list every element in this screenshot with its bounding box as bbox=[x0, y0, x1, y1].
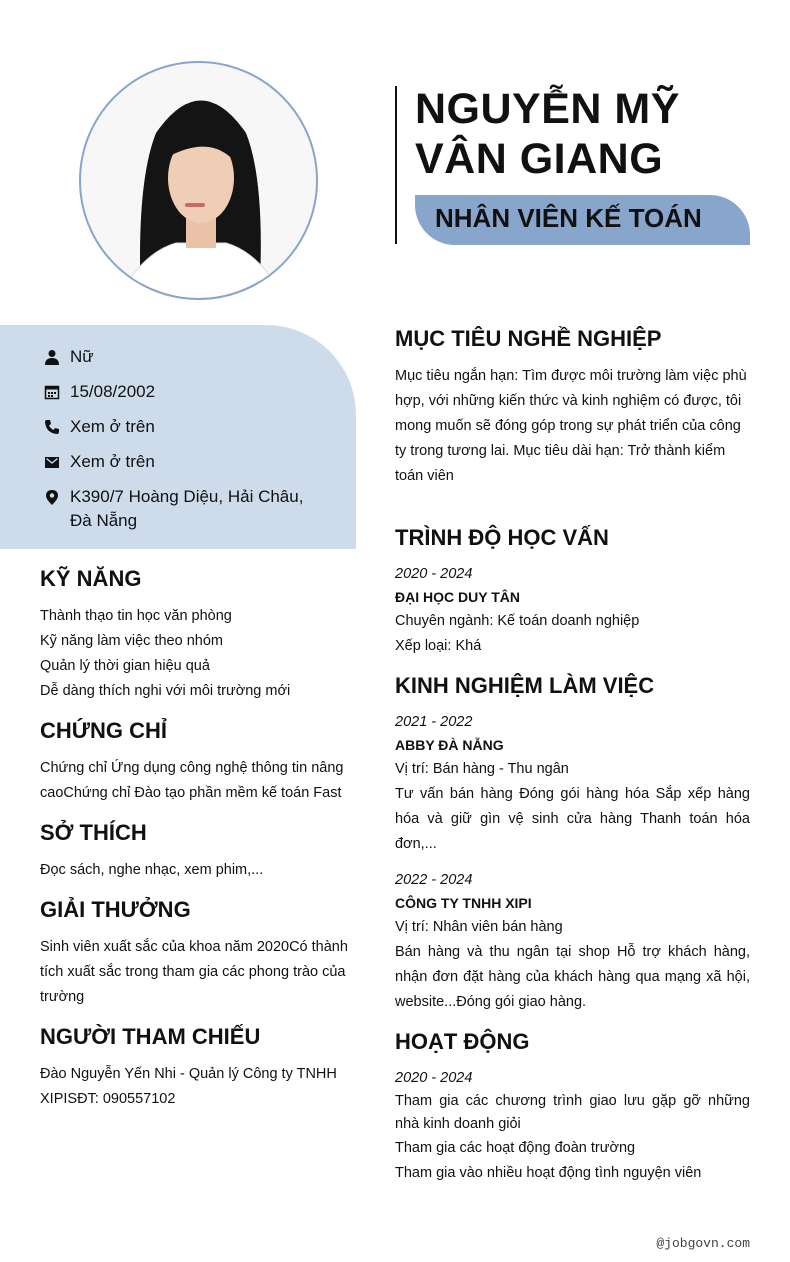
section-heading: MỤC TIÊU NGHỀ NGHIỆP bbox=[395, 326, 662, 351]
objective-text: Mục tiêu ngắn hạn: Tìm được môi trường làm việc phù hợp, với những kiến thức và kinh nghiệm có được, tôi mong muốn sẽ đóng góp trong sự phát triển của công ty trong tương lai. Mục tiêu dài hạn: Trở thành kiểm toán viên bbox=[395, 368, 747, 484]
references-section bbox=[40, 1024, 360, 1112]
education-rank: Xếp loại: Khá bbox=[395, 638, 482, 654]
skill-item: Thành thạo tin học văn phòng bbox=[40, 608, 232, 624]
job-role: Vị trí: Bán hàng - Thu ngân bbox=[395, 761, 569, 777]
activity-item: Tham gia các hoạt động đoàn trường bbox=[395, 1140, 636, 1156]
skill-item: Quản lý thời gian hiệu quả bbox=[40, 658, 210, 674]
hobbies-text: Đọc sách, nghe nhạc, xem phim,... bbox=[40, 862, 264, 878]
calendar-icon bbox=[44, 384, 60, 400]
section-heading: TRÌNH ĐỘ HỌC VẤN bbox=[395, 525, 609, 550]
activity-item: Tham gia vào nhiều hoạt động tình nguyện viên bbox=[395, 1165, 702, 1181]
job-date: 2022 - 2024 bbox=[395, 872, 473, 888]
left-column bbox=[40, 566, 360, 1126]
hobbies-section bbox=[40, 820, 360, 883]
location-icon bbox=[44, 489, 60, 505]
skills-section bbox=[40, 566, 360, 704]
job-entry bbox=[395, 869, 750, 1015]
section-heading: NGƯỜI THAM CHIẾU bbox=[40, 1024, 261, 1049]
skill-item: Kỹ năng làm việc theo nhóm bbox=[40, 633, 223, 649]
contact-panel bbox=[0, 325, 356, 549]
section-heading: HOẠT ĐỘNG bbox=[395, 1029, 530, 1054]
job-company: ABBY ĐÀ NẴNG bbox=[395, 737, 504, 753]
contact-address bbox=[44, 485, 356, 533]
job-entry bbox=[395, 711, 750, 857]
section-heading: KINH NGHIỆM LÀM VIỆC bbox=[395, 673, 655, 698]
experience-section bbox=[395, 673, 750, 1015]
activities-section bbox=[395, 1029, 750, 1186]
job-description: Tư vấn bán hàng Đóng gói hàng hóa Sắp xếp hàng hóa và giữ gìn vệ sinh cửa hàng Thanh toán hóa đơn,... bbox=[395, 786, 750, 852]
activity-item: Tham gia các chương trình giao lưu gặp gỡ những nhà kinh doanh giỏi bbox=[395, 1093, 750, 1132]
right-column bbox=[395, 326, 750, 1200]
school-name: ĐẠI HỌC DUY TÂN bbox=[395, 589, 520, 605]
contact-text: Nữ bbox=[70, 347, 94, 366]
contact-phone bbox=[44, 415, 356, 439]
awards-section bbox=[40, 897, 360, 1010]
objective-section bbox=[395, 326, 750, 489]
phone-icon bbox=[44, 419, 60, 435]
job-description: Bán hàng và thu ngân tại shop Hỗ trợ khách hàng, nhận đơn đặt hàng của khách hàng qua mạng xã hội, website...Đóng gói giao hàng. bbox=[395, 944, 750, 1010]
candidate-name: NGUYỄN MỸ VÂN GIANG bbox=[415, 85, 680, 183]
certificates-text: Chứng chỉ Ứng dụng công nghệ thông tin nâng caoChứng chỉ Đào tạo phần mềm kế toán Fast bbox=[40, 760, 344, 801]
mail-icon bbox=[44, 454, 60, 470]
contact-birthday bbox=[44, 380, 356, 404]
section-heading: KỸ NĂNG bbox=[40, 566, 142, 591]
education-major: Chuyên ngành: Kế toán doanh nghiệp bbox=[395, 613, 640, 629]
certificates-section bbox=[40, 718, 360, 806]
footer-watermark: @jobgovn.com bbox=[656, 1236, 750, 1251]
contact-text: Xem ở trên bbox=[70, 452, 155, 471]
contact-text: 15/08/2002 bbox=[70, 382, 156, 401]
section-heading: CHỨNG CHỈ bbox=[40, 718, 168, 743]
person-icon bbox=[44, 349, 60, 365]
education-section bbox=[395, 525, 750, 659]
profile-photo bbox=[79, 61, 318, 300]
references-text: Đào Nguyễn Yến Nhi - Quản lý Công ty TNHH XIPISĐT: 090557102 bbox=[40, 1066, 337, 1107]
contact-email bbox=[44, 450, 356, 474]
job-company: CÔNG TY TNHH XIPI bbox=[395, 895, 532, 911]
section-heading: SỞ THÍCH bbox=[40, 820, 147, 845]
contact-gender bbox=[44, 345, 356, 369]
education-date: 2020 - 2024 bbox=[395, 566, 473, 582]
section-heading: GIẢI THƯỞNG bbox=[40, 897, 191, 922]
skill-item: Dễ dàng thích nghi với môi trường mới bbox=[40, 683, 291, 699]
contact-text: Xem ở trên bbox=[70, 417, 155, 436]
header-divider bbox=[395, 86, 397, 244]
job-role: Vị trí: Nhân viên bán hàng bbox=[395, 919, 563, 935]
contact-text: K390/7 Hoàng Diệu, Hải Châu, Đà Nẵng bbox=[70, 487, 304, 530]
awards-text: Sinh viên xuất sắc của khoa năm 2020Có thành tích xuất sắc trong tham gia các phong trào của trường bbox=[40, 939, 348, 1005]
job-date: 2021 - 2022 bbox=[395, 714, 473, 730]
activities-date: 2020 - 2024 bbox=[395, 1070, 473, 1086]
job-title-badge: NHÂN VIÊN KẾ TOÁN bbox=[415, 195, 750, 245]
